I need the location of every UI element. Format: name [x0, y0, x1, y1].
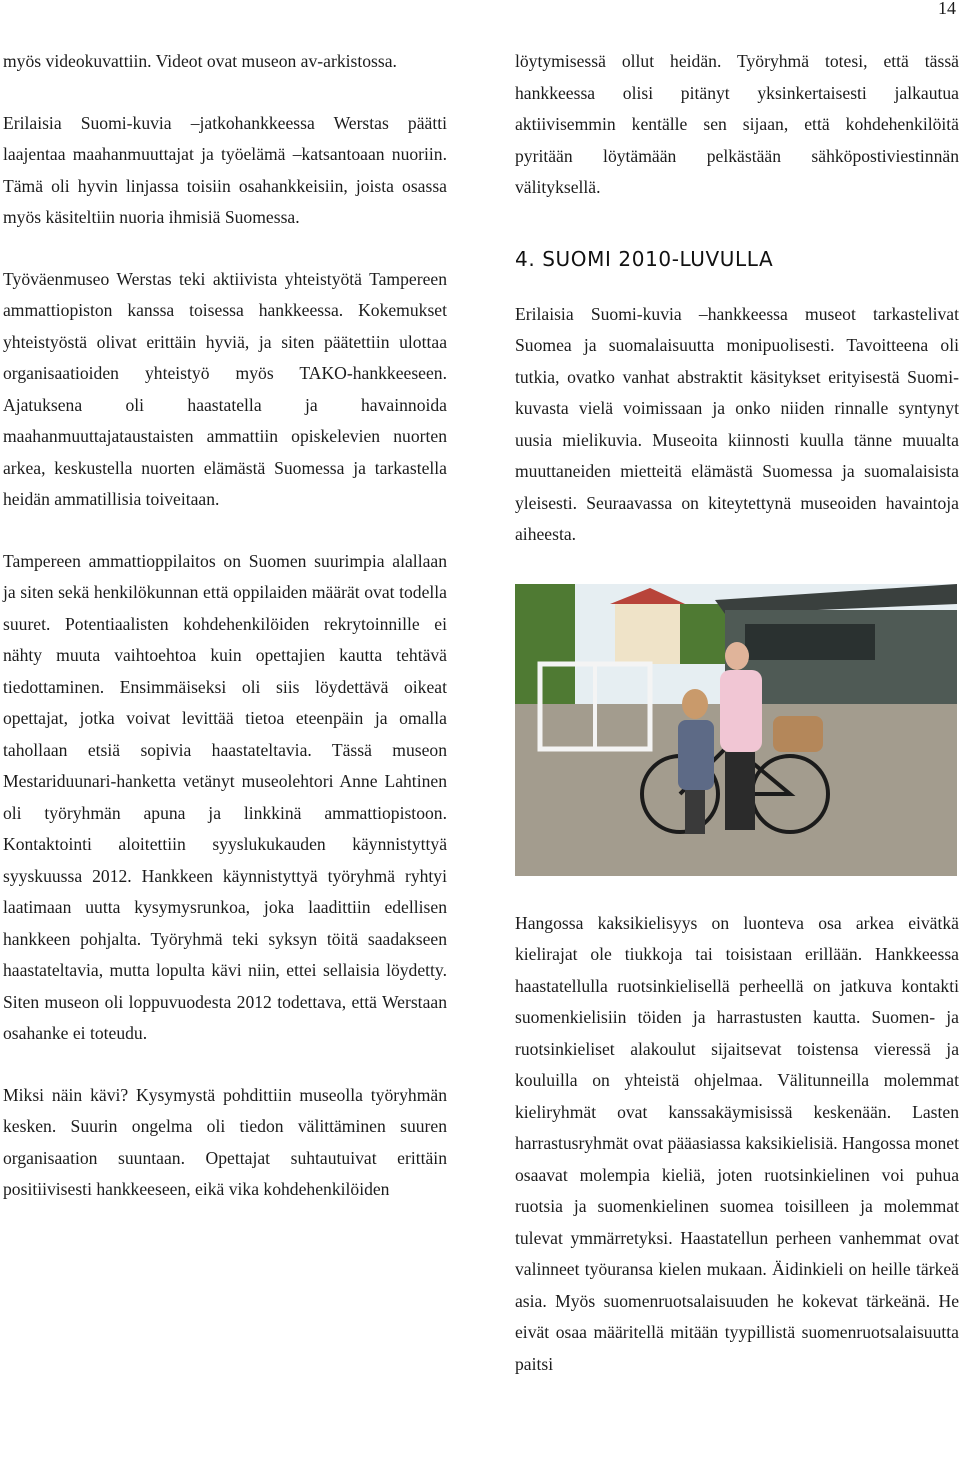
photo-child-head — [682, 689, 708, 719]
section-heading: 4. SUOMI 2010-LUVULLA — [515, 246, 774, 271]
photo-building-window — [745, 624, 875, 660]
right-intro-paragraph: löytymisessä ollut heidän. Työryhmä totesi, että tässä hankkeessa olisi pitänyt yksinkertaisesti jalkautua aktiivisemmin kentälle sen sijaan, että kohdehenkilöitä pyritään löytämään pelkästään sähköpostiviestinnän välityksellä. — [515, 51, 959, 197]
photo-woman-jacket — [720, 670, 762, 752]
right-column — [515, 46, 959, 1380]
left-paragraph-4: Tampereen ammattioppilaitos on Suomen suurimpia alallaan ja siten sekä henkilökunnan että oppilaiden määrät ovat todella suuret. Potentiaalisten kohdehenkilöiden rekrytoinnille ei nähty muuta vaihtoehtoa kuin opettajien kautta tehtävä tiedottaminen. Ensimmäiseksi oli siis löydettävä oikeat opettajat, jotka voivat levittää tietoa eteenpäin ja omalla tahollaan etsiä sopivia haastateltavia. Tässä museon Mestariduunari-hanketta vetänyt museolehtori Anne Lahtinen oli työryhmän apuna ja linkkinä ammattiopistoon. Kontaktointi aloitettiin syyslukukauden käynnistyttyä syyskuussa 2012. Hankkeen käynnistyttyä työryhmä ryhtyi laatimaan uutta kysymysrunkoa, joka laadittiin edellisen hankkeen pohjalta. Työryhmä teki syksyn töitä saadakseen haastateltavia, mutta lopulta kävi niin, ettei sellaisia löydetty. Siten museon oli loppuvuodesta 2012 todettava, että Werstaan osahanke ei toteudu. — [3, 550, 447, 1043]
photo-woman-head — [725, 642, 749, 670]
photo-distant-house — [615, 604, 680, 664]
photo-bicycle-basket — [773, 716, 823, 752]
page-number: 14 — [938, 0, 956, 18]
left-paragraph-3: Työväenmuseo Werstas teki aktiivista yhteistyötä Tampereen ammattiopiston kanssa toisessa hankkeessa. Kokemukset yhteistyöstä olivat erittäin hyviä, ja siten päätettiin ulottaa organisaatioiden yhteistyö myös TAKO-hankkeeseen. Ajatuksena oli haastatella ja havainnoida maahanmuuttajataustaisten ammattiin opiskelevien nuorten arkea, keskustella nuorten elämästä Suomessa ja tarkastella heidän ammatillisia toiveitaan. — [3, 268, 447, 509]
photo-woman-child-bicycle — [515, 584, 957, 876]
left-paragraph-2: Erilaisia Suomi-kuvia –jatkohankkeessa Werstas päätti laajentaa maahanmuuttajat ja työelämä –katsantoaan nuoriin. Tämä oli hyvin linjassa toisiin osahankkeisiin, joista osassa myös käsiteltiin nuoria ihmisiä Suomessa. — [3, 112, 447, 227]
photo-woman-legs — [725, 752, 755, 830]
photo-child-legs — [685, 790, 705, 834]
left-paragraph-5: Miksi näin kävi? Kysymystä pohdittiin museolla työryhmän kesken. Suurin ongelma oli tiedon välittäminen suuren organisaation suuntaan. Opettajat suhtautuivat erittäin positiivisesti hankkeeseen, eikä vika kohdehenkilöiden — [3, 1084, 447, 1199]
left-paragraph-1: myös videokuvattiin. Videot ovat museon av-arkistossa. — [3, 51, 397, 71]
left-column — [3, 46, 447, 1206]
photo-child-dress — [678, 720, 714, 790]
section-paragraph: Erilaisia Suomi-kuvia –hankkeessa museot tarkastelivat Suomea ja suomalaisuutta monipuolisesti. Tavoitteena oli tutkia, ovatko vanhat abstraktit käsitykset erityisestä Suomi-kuvasta vielä voimissaan ja onko niiden rinnalle syntynyt uusia mielikuvia. Museoita kiinnosti kuulla tänne muualta muuttaneiden mietteitä elämästä Suomessa ja suomalaisista yleisesti. Seuraavassa on kiteytettynä museoiden havaintoja aiheesta. — [515, 303, 959, 544]
after-photo-paragraph: Hangossa kaksikielisyys on luonteva osa arkea eivätkä kielirajat ole tiukkoja tai toisistaan erillään. Hankkeessa haastatellulla ruotsinkielisellä perheellä on jatkuva kontakti suomenkielisiin töiden ja harrastusten kautta. Suomen- ja ruotsinkieliset alakoulut sijaitsevat toistensa vieressä ja kouluilla on yhteistä ohjelmaa. Välitunneilla molemmat kieliryhmät ovat kanssakäymisissä keskenään. Lasten harrastusryhmät ovat pääasiassa kaksikielisiä. Hangossa monet osaavat molempia kieliä, joten ruotsinkielinen voi puhua ruotsia ja suomenkielinen suomea toisilleen ja molemmat tulevat ymmärretyksi. Haastatellun perheen vanhemmat ovat valinneet työuransa kielen mukaan. Äidinkieli on heille tärkeä asia. Myös suomenruotsalaisuuden he kokevat tärkeänä. He eivät osaa määritellä mitään tyypillistä suomenruotsalaisuutta paitsi — [515, 912, 959, 1374]
